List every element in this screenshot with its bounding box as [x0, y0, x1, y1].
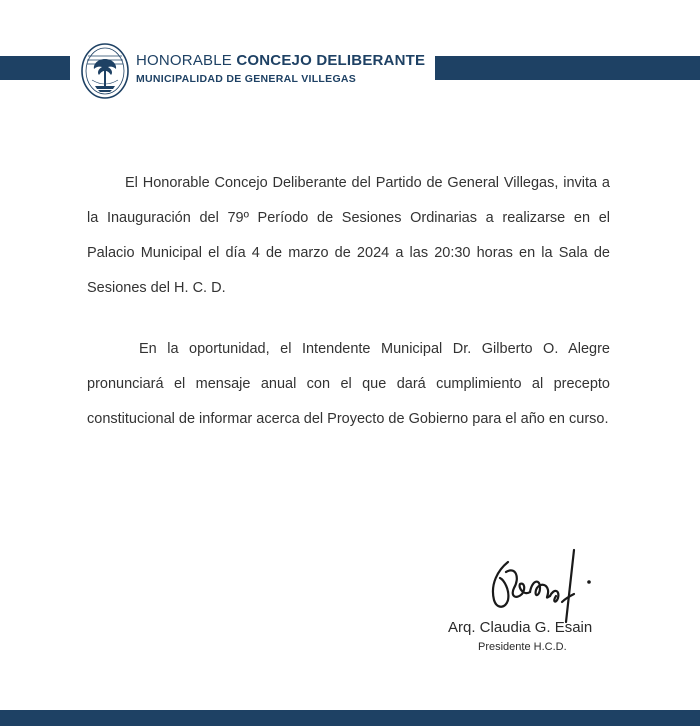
paragraph-2-text: En la oportunidad, el Intendente Municipal Dr. Gilberto O. Alegre pronunciará el mensaje anual con el que dará cumplimiento al precepto constitucional de informar acerca del Proyecto de Gobierno para el año en curso.: [87, 341, 610, 427]
invitation-paragraph: [87, 166, 610, 306]
signatory-role: Presidente H.C.D.: [478, 641, 567, 653]
header-bar-left: [0, 56, 70, 80]
header-bar-right: [435, 56, 700, 80]
footer-bar: [0, 710, 700, 726]
signatory-name: Arq. Claudia G. Esain: [448, 619, 593, 636]
organization-title-bold: CONCEJO DELIBERANTE: [236, 52, 426, 69]
paragraph-1-text: El Honorable Concejo Deliberante del Partido de General Villegas, invita a la Inauguración del 79º Período de Sesiones Ordinarias a realizarse en el Palacio Municipal el día 4 de marzo de 2024 a las 20:30 horas en la Sala de Sesiones del H. C. D.: [87, 175, 610, 296]
municipality-subtitle: MUNICIPALIDAD DE GENERAL VILLEGAS: [136, 73, 357, 85]
speech-paragraph: [87, 332, 610, 437]
municipal-seal-icon: [80, 42, 130, 100]
organization-title: [136, 52, 425, 69]
organization-title-light: HONORABLE: [136, 52, 232, 69]
letterhead: [0, 0, 700, 120]
